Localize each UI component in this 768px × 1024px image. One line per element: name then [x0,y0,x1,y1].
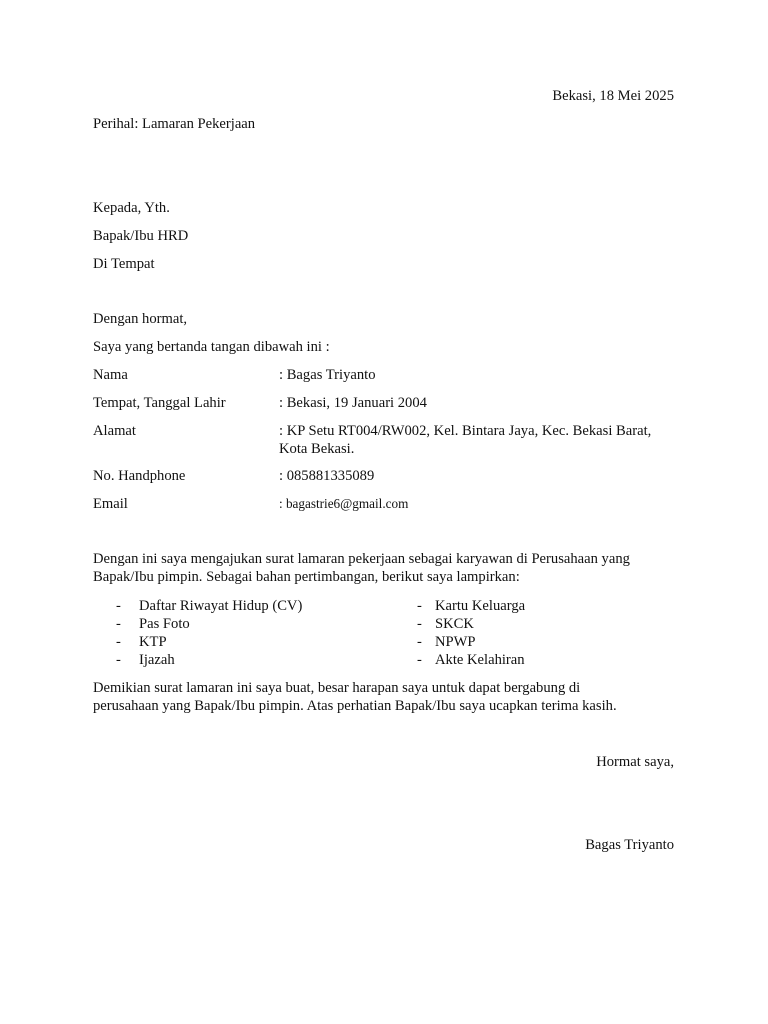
attachment-item: SKCK [435,616,474,632]
field-label-phone: No. Handphone [93,468,186,484]
sign-off: Hormat saya, [596,754,674,770]
bullet-dash: - [417,598,422,614]
bullet-dash: - [116,652,121,668]
field-value-birth: : Bekasi, 19 Januari 2004 [279,395,427,411]
recipient-line-1: Kepada, Yth. [93,200,170,216]
bullet-dash: - [116,598,121,614]
field-value-address-2: Kota Bekasi. [279,441,355,457]
closing-paragraph-line-1: Demikian surat lamaran ini saya buat, besar harapan saya untuk dapat bergabung di [93,680,581,696]
bullet-dash: - [417,616,422,632]
field-value-name: : Bagas Triyanto [279,367,376,383]
field-value-phone: : 085881335089 [279,468,375,484]
signer-name: Bagas Triyanto [585,837,674,853]
bullet-dash: - [116,634,121,650]
attachment-item: Kartu Keluarga [435,598,526,614]
attachment-item: NPWP [435,634,476,650]
bullet-dash: - [116,616,121,632]
attachment-item: Pas Foto [139,616,190,632]
intro-text: Saya yang bertanda tangan dibawah ini : [93,339,330,355]
attachment-item: KTP [139,634,167,650]
body-paragraph-line-1: Dengan ini saya mengajukan surat lamaran pekerjaan sebagai karyawan di Perusahaan yang [93,551,630,567]
bullet-dash: - [417,652,422,668]
closing-paragraph-line-2: perusahaan yang Bapak/Ibu pimpin. Atas perhatian Bapak/Ibu saya ucapkan terima kasih. [93,698,617,714]
attachment-item: Akte Kelahiran [435,652,525,668]
field-label-birth: Tempat, Tanggal Lahir [93,395,226,411]
field-label-email: Email [93,496,128,512]
attachment-item: Ijazah [139,652,175,668]
recipient-line-3: Di Tempat [93,256,155,272]
place-date: Bekasi, 18 Mei 2025 [552,88,674,104]
field-label-address: Alamat [93,423,136,439]
subject-line: Perihal: Lamaran Pekerjaan [93,116,256,132]
greeting: Dengan hormat, [93,311,188,327]
attachment-item: Daftar Riwayat Hidup (CV) [139,598,303,614]
field-value-email: : bagastrie6@gmail.com [279,496,409,511]
recipient-line-2: Bapak/Ibu HRD [93,228,189,244]
body-paragraph-line-2: Bapak/Ibu pimpin. Sebagai bahan pertimbangan, berikut saya lampirkan: [93,569,520,585]
bullet-dash: - [417,634,422,650]
field-value-address: : KP Setu RT004/RW002, Kel. Bintara Jaya, Kec. Bekasi Barat, [279,423,652,439]
field-label-name: Nama [93,367,128,383]
